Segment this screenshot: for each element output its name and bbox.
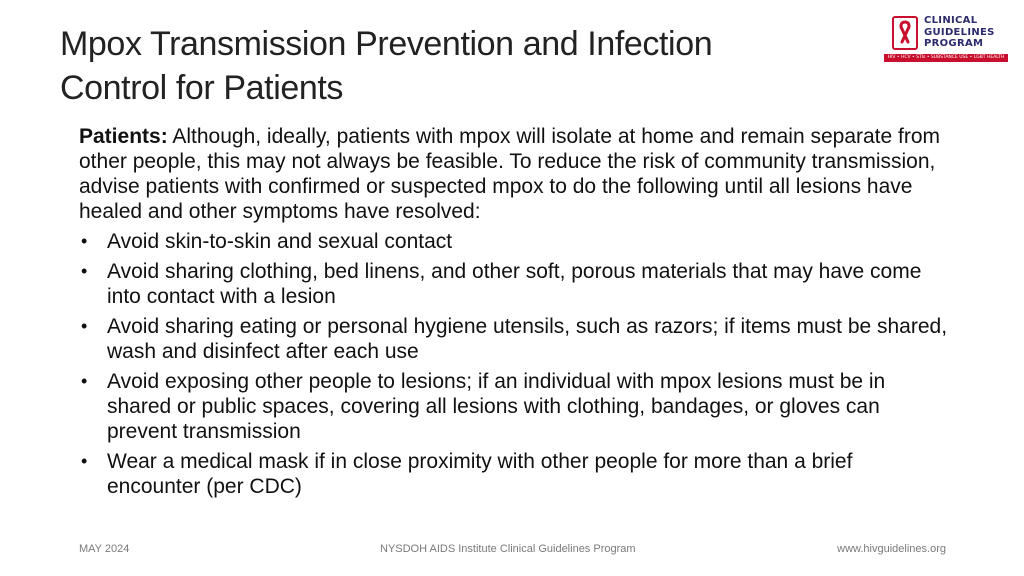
list-item-text: Avoid exposing other people to lesions; if an individual with mpox lesions must be in shared or public spaces, covering all lesions with clothing, bandages, or gloves can prevent transmission	[107, 370, 886, 443]
list-item	[79, 229, 949, 254]
list-item	[79, 259, 949, 309]
slide-title-line-1: Mpox Transmission Prevention and Infection	[60, 25, 713, 63]
slide-title-line-2: Control for Patients	[60, 69, 344, 107]
footer-website-link[interactable]: www.hivguidelines.org	[837, 543, 946, 555]
footer-program: NYSDOH AIDS Institute Clinical Guidelines Program	[380, 543, 636, 555]
intro-label: Patients:	[79, 125, 168, 148]
red-ribbon-icon	[892, 16, 918, 50]
intro-paragraph	[79, 124, 949, 224]
list-item	[79, 314, 949, 364]
bullet-icon: •	[81, 261, 88, 281]
bullet-icon: •	[81, 316, 88, 336]
bullet-icon: •	[81, 371, 88, 391]
logo-word-3: PROGRAM	[924, 38, 984, 49]
clinical-guidelines-program-logo	[884, 14, 1008, 64]
slide-body	[79, 124, 949, 504]
footer-date: MAY 2024	[79, 543, 130, 555]
bullet-icon: •	[81, 231, 88, 251]
list-item	[79, 449, 949, 499]
logo-wordmark	[924, 15, 995, 50]
logo-word-1: CLINICAL	[924, 15, 978, 26]
list-item	[79, 369, 949, 444]
bullet-list	[79, 229, 949, 499]
bullet-icon: •	[81, 451, 88, 471]
list-item-text: Avoid sharing clothing, bed linens, and other soft, porous materials that may have come into contact with a lesion	[107, 260, 922, 308]
logo-word-2: GUIDELINES	[924, 26, 995, 38]
slide-title	[60, 22, 860, 110]
logo-tagline: HIV • HCV • STIs • SUBSTANCE USE • LGBT HEALTH	[884, 54, 1008, 62]
list-item-text: Wear a medical mask if in close proximity with other people for more than a brief encounter (per CDC)	[107, 450, 853, 498]
list-item-text: Avoid skin-to-skin and sexual contact	[107, 230, 453, 253]
intro-text: Although, ideally, patients with mpox will isolate at home and remain separate from other people, this may not always be feasible. To reduce the risk of community transmission, advise patients with confirmed or suspected mpox to do the following until all lesions have healed and other symptoms have resolved:	[79, 125, 941, 223]
list-item-text: Avoid sharing eating or personal hygiene utensils, such as razors; if items must be shared, wash and disinfect after each use	[107, 315, 948, 363]
